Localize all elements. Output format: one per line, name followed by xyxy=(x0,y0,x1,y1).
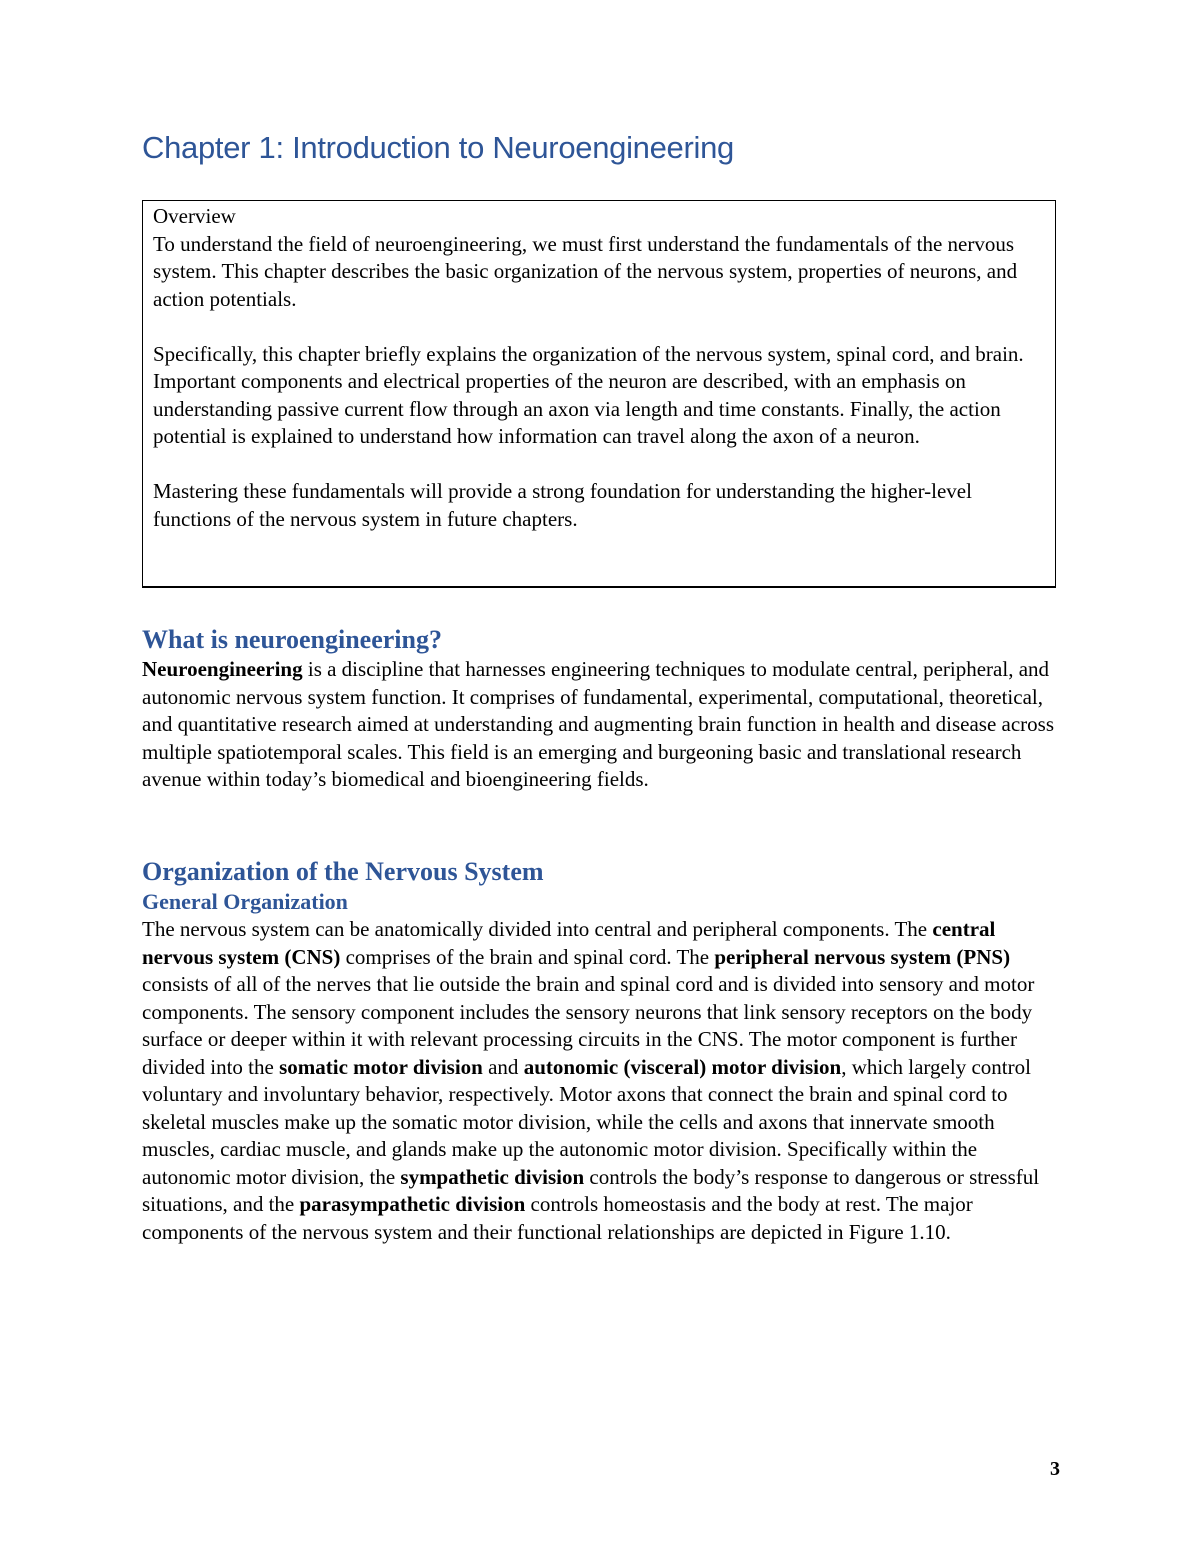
organization-heading: Organization of the Nervous System xyxy=(142,857,544,886)
overview-paragraph-3: Mastering these fundamentals will provide a strong foundation for understanding the higher-level functions of the nervous system in future chapters. xyxy=(153,479,972,531)
organization-text-1: The nervous system can be anatomically divided into central and peripheral components. The xyxy=(142,917,933,941)
overview-box xyxy=(142,200,1056,588)
term-parasympathetic-division: parasympathetic division xyxy=(299,1192,526,1216)
what-is-section xyxy=(142,624,1062,794)
overview-text-1: To understand the field of neuroengineering, we must first understand the fundamentals of the nervous system. This chapter describes the basic organization of the nervous system, properties of neurons, and action potentials. xyxy=(153,231,1018,311)
organization-text-7: controls homeostasis and the body at rest. The major components of the nervous system and their functional relationships are depicted in Figure 1.10. xyxy=(142,1192,973,1244)
organization-text-2: comprises of the brain and spinal cord. The xyxy=(340,944,715,969)
page-number: 3 xyxy=(1050,1458,1060,1480)
what-is-paragraph xyxy=(142,656,1062,794)
term-cns: central nervous system (CNS) xyxy=(142,917,996,969)
term-pns: peripheral nervous system (PNS) xyxy=(714,944,1011,969)
organization-section xyxy=(142,856,1062,1246)
overview-label: Overview xyxy=(153,204,236,228)
term-somatic-motor-division: somatic motor division xyxy=(279,1054,483,1079)
organization-text-4: and xyxy=(482,1054,524,1079)
organization-text-3: consists of all of the nerves that lie outside the brain and spinal cord and is divided into sensory and motor components. The sensory component includes the sensory neurons that link sensory receptors on the body surface or deeper within it with relevant processing circuits in the CNS. The motor component is further divided into the xyxy=(142,972,1035,1079)
neuroengineering-term: Neuroengineering xyxy=(142,657,303,681)
organization-paragraph xyxy=(142,916,1062,1246)
term-sympathetic-division: sympathetic division xyxy=(400,1164,585,1189)
what-is-text: is a discipline that harnesses engineering techniques to modulate central, peripheral, and autonomic nervous system function. It comprises of fundamental, experimental, computational, theoretical, and quantitative research aimed at understanding and augmenting brain function in health and disease across multiple spatiotemporal scales. This field is an emerging and burgeoning basic and translational research avenue within today’s biomedical and bioengineering fields. xyxy=(142,657,1055,791)
overview-paragraph-2: Specifically, this chapter briefly explains the organization of the nervous system, spinal cord, and brain. Important components and electrical properties of the neuron are described, with an emphasis on understanding passive current flow through an axon via length and time constants. Finally, the action potential is explained to understand how information can travel along the axon of a neuron. xyxy=(153,341,1024,448)
term-autonomic-motor-division: autonomic (visceral) motor division xyxy=(523,1054,842,1079)
general-organization-subheading: General Organization xyxy=(142,889,348,914)
chapter-title: Chapter 1: Introduction to Neuroengineering xyxy=(142,130,734,165)
organization-text-5: , which largely control voluntary and involuntary behavior, respectively. Motor axons that connect the brain and spinal cord to skeletal muscles make up the somatic motor division, while the cells and axons that innervate smooth muscles, cardiac muscle, and glands make up the autonomic motor division. Specifically within the autonomic motor division, the xyxy=(142,1054,1031,1189)
overview-paragraph-1 xyxy=(153,203,1045,313)
organization-text-6: controls the body’s response to dangerous or stressful situations, and the xyxy=(142,1164,1040,1216)
what-is-heading: What is neuroengineering? xyxy=(142,625,442,654)
